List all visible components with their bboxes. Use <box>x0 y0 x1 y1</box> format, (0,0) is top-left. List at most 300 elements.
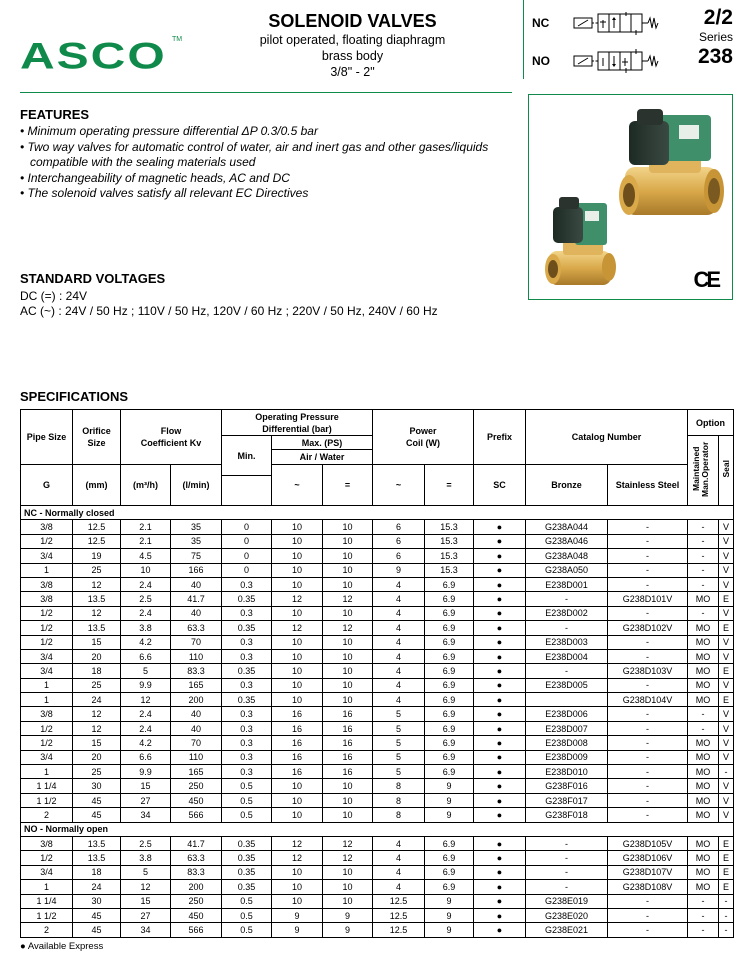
table-cell: 16 <box>272 736 323 750</box>
table-cell: E238D009 <box>526 750 608 764</box>
table-cell: 4 <box>373 606 425 620</box>
table-cell: 40 <box>171 577 222 591</box>
table-cell: 10 <box>272 664 323 678</box>
table-cell: 1 1/2 <box>21 908 73 922</box>
table-cell: 12 <box>73 721 121 735</box>
table-cell: 10 <box>272 894 323 908</box>
table-cell: 63.3 <box>171 621 222 635</box>
table-cell: - <box>608 649 688 663</box>
table-cell: 165 <box>171 765 222 779</box>
table-cell: 6.9 <box>425 880 474 894</box>
table-cell: 6.9 <box>425 664 474 678</box>
table-cell: 10 <box>272 808 323 822</box>
table-cell: ● <box>474 664 526 678</box>
table-cell: ● <box>474 678 526 692</box>
feature-item: • Interchangeability of magnetic heads, AC and DC <box>20 170 290 185</box>
table-cell: ● <box>474 894 526 908</box>
table-cell: 9 <box>425 779 474 793</box>
table-cell: 4 <box>373 635 425 649</box>
table-row <box>21 678 734 692</box>
voltages-title: STANDARD VOLTAGES <box>20 271 166 286</box>
table-cell: - <box>608 606 688 620</box>
table-cell: - <box>688 534 719 548</box>
table-cell: 1 <box>21 765 73 779</box>
no-valve-symbol-icon <box>572 48 664 74</box>
table-cell: 16 <box>323 707 373 721</box>
table-cell: 34 <box>121 808 171 822</box>
table-cell: 3/4 <box>21 750 73 764</box>
table-row <box>21 664 734 678</box>
table-cell: 10 <box>272 678 323 692</box>
table-cell: 0 <box>222 549 272 563</box>
table-cell: 6.9 <box>425 836 474 850</box>
table-cell: 0.35 <box>222 851 272 865</box>
table-cell: 2.1 <box>121 520 171 534</box>
table-cell: 0.3 <box>222 577 272 591</box>
table-cell: 3/4 <box>21 549 73 563</box>
table-row <box>21 779 734 793</box>
table-cell: 40 <box>171 721 222 735</box>
table-cell: 6.9 <box>425 707 474 721</box>
table-cell: - <box>608 678 688 692</box>
table-cell: 4 <box>373 880 425 894</box>
table-cell: MO <box>688 736 719 750</box>
table-cell: 250 <box>171 779 222 793</box>
table-cell: 6.9 <box>425 851 474 865</box>
table-cell: 6.9 <box>425 750 474 764</box>
table-cell: 27 <box>121 908 171 922</box>
table-cell: - <box>608 765 688 779</box>
table-cell: G238D105V <box>608 836 688 850</box>
table-cell: 10 <box>323 563 373 577</box>
table-cell: 3.8 <box>121 621 171 635</box>
table-cell: - <box>608 635 688 649</box>
header-mm: (mm) <box>73 464 121 505</box>
table-cell: 0.3 <box>222 649 272 663</box>
table-cell: 45 <box>73 923 121 937</box>
table-row <box>21 592 734 606</box>
table-cell: 12 <box>73 606 121 620</box>
table-row <box>21 635 734 649</box>
nc-valve-symbol-icon <box>572 10 664 36</box>
table-cell: 3/8 <box>21 836 73 850</box>
table-cell: 0.35 <box>222 693 272 707</box>
table-cell: 15 <box>73 635 121 649</box>
table-cell: 0 <box>222 520 272 534</box>
table-cell: 16 <box>272 707 323 721</box>
table-cell: 5 <box>373 750 425 764</box>
table-cell: 4.2 <box>121 736 171 750</box>
header-air-water: Air / Water <box>272 450 373 464</box>
table-cell: 6.9 <box>425 577 474 591</box>
table-cell: 566 <box>171 923 222 937</box>
header-dc: = <box>323 464 373 505</box>
table-cell: 30 <box>73 779 121 793</box>
table-cell: E <box>719 621 734 635</box>
table-cell: 0.35 <box>222 865 272 879</box>
table-cell: V <box>719 808 734 822</box>
table-cell: - <box>608 534 688 548</box>
table-row <box>21 621 734 635</box>
table-cell: - <box>608 577 688 591</box>
table-cell: 41.7 <box>171 836 222 850</box>
table-cell: 20 <box>73 750 121 764</box>
header-prefix: Prefix <box>474 410 526 465</box>
table-cell: 5 <box>121 865 171 879</box>
subtitle-line-2: brass body <box>321 49 384 63</box>
table-row <box>21 577 734 591</box>
table-cell: 4 <box>373 836 425 850</box>
table-cell: V <box>719 549 734 563</box>
table-cell: 8 <box>373 808 425 822</box>
table-row <box>21 520 734 534</box>
table-cell: 0.3 <box>222 635 272 649</box>
table-cell: V <box>719 563 734 577</box>
table-cell: 12 <box>323 621 373 635</box>
table-cell: 25 <box>73 563 121 577</box>
header-max-ps: Max. (PS) <box>272 436 373 450</box>
title-block <box>210 10 495 80</box>
table-cell: 3.8 <box>121 851 171 865</box>
table-cell: E <box>719 865 734 879</box>
table-cell: - <box>608 908 688 922</box>
table-cell: V <box>719 793 734 807</box>
table-cell: 0.35 <box>222 664 272 678</box>
table-cell: 15.3 <box>425 534 474 548</box>
table-cell: 70 <box>171 635 222 649</box>
table-row <box>21 880 734 894</box>
table-cell: 10 <box>323 693 373 707</box>
table-row <box>21 534 734 548</box>
subtitle-line-1: pilot operated, floating diaphragm <box>259 33 446 47</box>
header-lmin: (l/min) <box>171 464 222 505</box>
table-cell: E238D004 <box>526 649 608 663</box>
table-cell: ● <box>474 592 526 606</box>
table-cell <box>526 693 608 707</box>
table-cell: 200 <box>171 693 222 707</box>
table-cell: V <box>719 721 734 735</box>
table-cell: E <box>719 880 734 894</box>
table-cell: MO <box>688 649 719 663</box>
page-title: SOLENOID VALVES <box>268 11 437 31</box>
asco-logo <box>20 35 183 86</box>
series-code: 2/2 <box>703 6 733 29</box>
table-row <box>21 721 734 735</box>
table-cell: 0.3 <box>222 736 272 750</box>
table-cell: 0.3 <box>222 707 272 721</box>
table-cell: 9 <box>373 563 425 577</box>
table-cell: 41.7 <box>171 592 222 606</box>
header-option: Option <box>688 410 734 436</box>
table-cell: 27 <box>121 793 171 807</box>
table-cell: 45 <box>73 808 121 822</box>
table-cell: - <box>526 664 608 678</box>
table-cell: 200 <box>171 880 222 894</box>
table-cell: MO <box>688 765 719 779</box>
table-cell: ● <box>474 693 526 707</box>
table-cell: 10 <box>323 549 373 563</box>
header-divider-horizontal <box>20 92 512 93</box>
table-cell: 35 <box>171 520 222 534</box>
table-cell: 10 <box>323 664 373 678</box>
table-cell: 6 <box>373 520 425 534</box>
header-min: Min. <box>222 436 272 476</box>
table-cell: 1 <box>21 678 73 692</box>
table-cell: ● <box>474 549 526 563</box>
table-cell: 83.3 <box>171 664 222 678</box>
table-cell: 10 <box>323 520 373 534</box>
table-cell: 9 <box>272 923 323 937</box>
table-cell: MO <box>688 808 719 822</box>
table-cell: 0.3 <box>222 606 272 620</box>
table-cell: - <box>688 606 719 620</box>
table-cell: 10 <box>323 894 373 908</box>
table-cell: 6.6 <box>121 750 171 764</box>
header-flow-coefficient: Flow Coefficient Kv <box>121 410 222 465</box>
table-cell: E <box>719 664 734 678</box>
table-cell: 10 <box>272 606 323 620</box>
table-cell: - <box>608 894 688 908</box>
table-cell: V <box>719 534 734 548</box>
table-cell: 15.3 <box>425 520 474 534</box>
table-row <box>21 908 734 922</box>
table-cell: ● <box>474 836 526 850</box>
table-cell: 2 <box>21 808 73 822</box>
table-cell: 250 <box>171 894 222 908</box>
header-m3h: (m³/h) <box>121 464 171 505</box>
table-cell: 12 <box>272 621 323 635</box>
table-row <box>21 836 734 850</box>
table-cell: 10 <box>272 649 323 663</box>
table-cell: MO <box>688 592 719 606</box>
table-row <box>21 923 734 937</box>
table-cell: 12 <box>73 577 121 591</box>
table-cell: 450 <box>171 793 222 807</box>
table-cell: 12 <box>323 851 373 865</box>
table-cell: ● <box>474 793 526 807</box>
table-cell: ● <box>474 534 526 548</box>
table-row <box>21 765 734 779</box>
table-cell: 16 <box>323 750 373 764</box>
table-cell: 16 <box>323 736 373 750</box>
table-cell: MO <box>688 621 719 635</box>
table-cell: 12 <box>323 592 373 606</box>
table-cell: 0.3 <box>222 750 272 764</box>
table-cell: 6 <box>373 549 425 563</box>
table-cell: 1/2 <box>21 606 73 620</box>
table-cell: 10 <box>323 779 373 793</box>
table-cell: E <box>719 693 734 707</box>
table-cell: - <box>608 707 688 721</box>
table-cell: 2.5 <box>121 836 171 850</box>
table-cell: 2.4 <box>121 721 171 735</box>
features-list <box>20 124 510 202</box>
table-cell: 1 <box>21 563 73 577</box>
table-cell: 6.9 <box>425 621 474 635</box>
table-cell: 45 <box>73 908 121 922</box>
table-cell: 0.5 <box>222 923 272 937</box>
table-cell: 10 <box>323 635 373 649</box>
table-cell: 3/8 <box>21 520 73 534</box>
table-cell: 12.5 <box>73 534 121 548</box>
table-cell: 18 <box>73 664 121 678</box>
header-maintained-operator: Maintained Man.Operator <box>688 436 719 506</box>
table-cell: 10 <box>323 808 373 822</box>
table-cell: 25 <box>73 765 121 779</box>
table-cell: - <box>608 563 688 577</box>
table-cell: 4 <box>373 592 425 606</box>
section-row <box>21 506 734 520</box>
table-cell: 2.4 <box>121 577 171 591</box>
table-cell: 110 <box>171 750 222 764</box>
table-cell: 0.35 <box>222 621 272 635</box>
table-cell: E238D003 <box>526 635 608 649</box>
table-cell: 13.5 <box>73 851 121 865</box>
table-cell: MO <box>688 779 719 793</box>
table-cell: 10 <box>272 549 323 563</box>
table-cell: ● <box>474 851 526 865</box>
table-cell: 0.35 <box>222 836 272 850</box>
table-cell: - <box>688 894 719 908</box>
table-cell: 10 <box>272 880 323 894</box>
table-cell: 30 <box>73 894 121 908</box>
table-cell: - <box>526 865 608 879</box>
table-cell: 1 <box>21 693 73 707</box>
table-cell: 10 <box>272 534 323 548</box>
dc-voltage: DC (=) : 24V <box>20 289 88 303</box>
header-power-coil: Power Coil (W) <box>373 410 474 465</box>
table-cell: 10 <box>323 577 373 591</box>
header-operating-pressure: Operating Pressure Differential (bar) <box>222 410 373 436</box>
logo-text: ASCO <box>20 35 167 77</box>
table-cell: ● <box>474 808 526 822</box>
table-cell: 5 <box>373 721 425 735</box>
table-cell: 1 <box>21 880 73 894</box>
section-label: NO - Normally open <box>21 822 734 836</box>
table-cell: 9.9 <box>121 765 171 779</box>
table-cell: 10 <box>272 520 323 534</box>
table-cell: MO <box>688 880 719 894</box>
table-cell: 3/8 <box>21 592 73 606</box>
table-cell: ● <box>474 606 526 620</box>
table-row <box>21 693 734 707</box>
nc-symbol-row <box>532 10 664 36</box>
table-cell: - <box>688 721 719 735</box>
table-cell: - <box>688 563 719 577</box>
feature-item: • Minimum operating pressure differential ΔP 0.3/0.5 bar <box>20 124 318 138</box>
table-cell: 4 <box>373 577 425 591</box>
table-cell: MO <box>688 865 719 879</box>
table-cell: G238D106V <box>608 851 688 865</box>
table-cell: 9 <box>272 908 323 922</box>
table-cell: 6.9 <box>425 721 474 735</box>
ce-mark: CE <box>693 267 718 292</box>
table-cell: ● <box>474 923 526 937</box>
table-cell: 15 <box>121 894 171 908</box>
table-cell: ● <box>474 721 526 735</box>
subtitle-line-3: 3/8" - 2" <box>330 65 375 79</box>
table-cell: 24 <box>73 693 121 707</box>
table-cell: 9 <box>425 923 474 937</box>
table-cell: 15 <box>121 779 171 793</box>
table-cell: G238E020 <box>526 908 608 922</box>
table-cell: 10 <box>323 534 373 548</box>
table-cell: 0.5 <box>222 894 272 908</box>
table-cell: 4 <box>373 664 425 678</box>
footnote: ● Available Express <box>20 941 104 952</box>
table-cell: 40 <box>171 707 222 721</box>
feature-item: • Two way valves for automatic control of water, air and inert gas and other gases/liquids compatible with the sealing materials used <box>20 139 489 169</box>
table-cell: 0.5 <box>222 793 272 807</box>
table-cell: - <box>608 923 688 937</box>
table-cell: 566 <box>171 808 222 822</box>
table-cell: 10 <box>272 865 323 879</box>
table-cell: - <box>526 851 608 865</box>
table-cell: MO <box>688 836 719 850</box>
table-cell: ● <box>474 649 526 663</box>
table-cell: 10 <box>272 577 323 591</box>
table-cell: 2.1 <box>121 534 171 548</box>
table-cell: 1/2 <box>21 621 73 635</box>
table-cell: 6.9 <box>425 678 474 692</box>
table-cell: MO <box>688 678 719 692</box>
table-cell: 4 <box>373 649 425 663</box>
table-cell: 13.5 <box>73 592 121 606</box>
table-cell: G238D101V <box>608 592 688 606</box>
table-cell: E <box>719 592 734 606</box>
table-cell: 0.3 <box>222 721 272 735</box>
table-cell: 15.3 <box>425 563 474 577</box>
table-cell: - <box>608 808 688 822</box>
table-cell: G238D104V <box>608 693 688 707</box>
table-cell: 5 <box>373 765 425 779</box>
table-cell: 5 <box>121 664 171 678</box>
table-cell: MO <box>688 750 719 764</box>
table-cell: G238F016 <box>526 779 608 793</box>
table-cell: G238D108V <box>608 880 688 894</box>
table-cell: 3/4 <box>21 865 73 879</box>
series-block <box>698 6 733 69</box>
table-cell: 0.5 <box>222 908 272 922</box>
header-seal: Seal <box>719 436 734 506</box>
table-cell: G238E021 <box>526 923 608 937</box>
table-row <box>21 549 734 563</box>
table-cell: 12.5 <box>73 520 121 534</box>
table-cell: 1/2 <box>21 721 73 735</box>
table-cell: G238A050 <box>526 563 608 577</box>
table-cell: 25 <box>73 678 121 692</box>
specifications-body <box>21 506 734 938</box>
table-row <box>21 606 734 620</box>
table-cell: 12 <box>121 693 171 707</box>
table-cell: ● <box>474 577 526 591</box>
section-label: NC - Normally closed <box>21 506 734 520</box>
table-cell: 8 <box>373 793 425 807</box>
header-orifice-size: Orifice Size <box>73 410 121 465</box>
table-cell: G238F018 <box>526 808 608 822</box>
table-row <box>21 707 734 721</box>
series-number: 238 <box>697 45 733 68</box>
table-cell: 9 <box>425 908 474 922</box>
table-cell: 12.5 <box>373 894 425 908</box>
header-coil-dc: = <box>425 464 474 505</box>
table-cell: 3/8 <box>21 707 73 721</box>
table-cell: - <box>688 549 719 563</box>
table-cell: V <box>719 520 734 534</box>
table-cell: ● <box>474 779 526 793</box>
table-cell: - <box>608 750 688 764</box>
table-cell: E <box>719 836 734 850</box>
